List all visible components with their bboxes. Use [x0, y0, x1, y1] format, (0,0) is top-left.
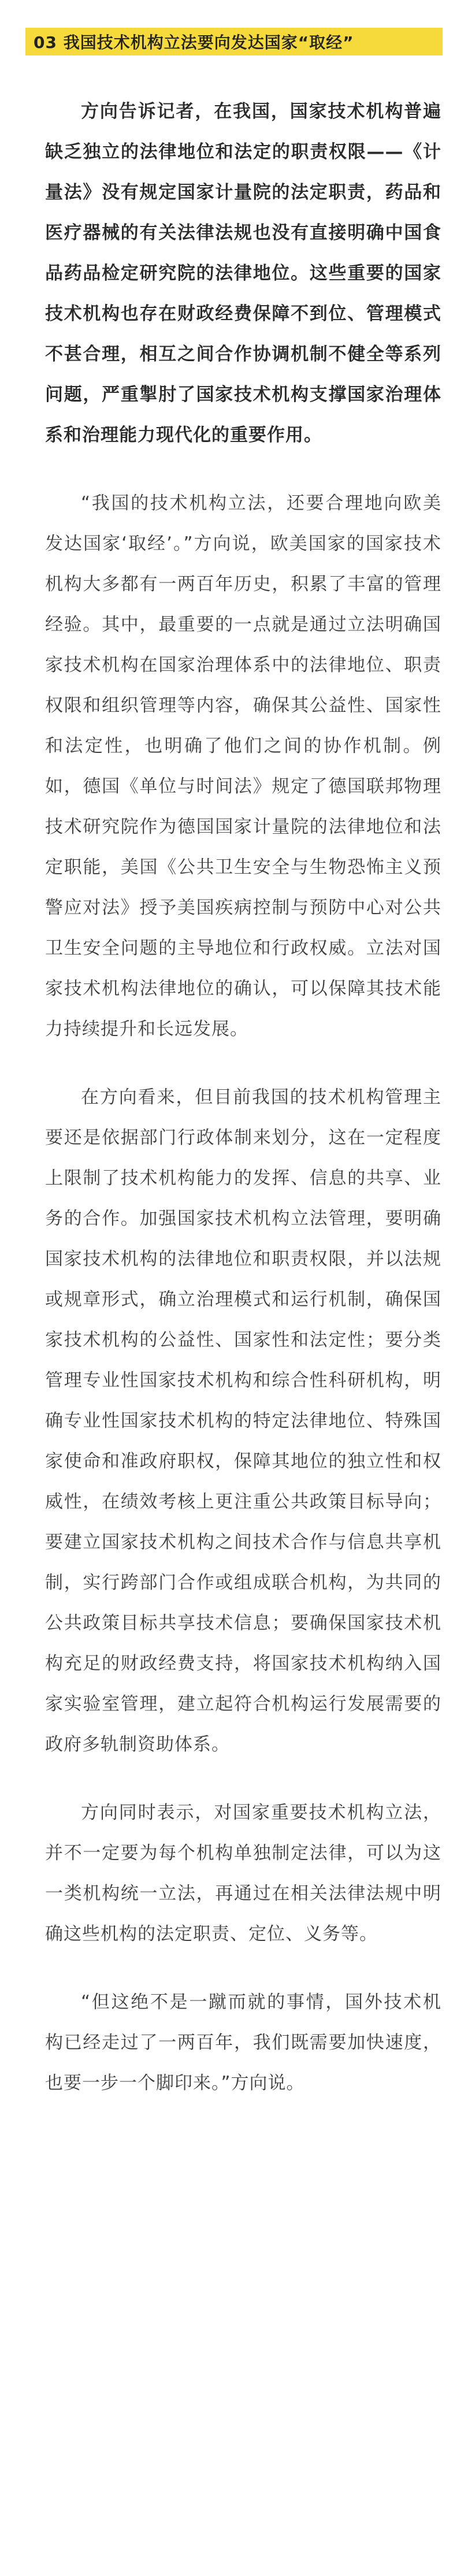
paragraph-closing-quote: “但这绝不是一蹴而就的事情，国外技术机构已经走过了一两百年，我们既需要加快速度，也要一步一个脚印来。”方向说。	[45, 1992, 441, 2094]
paragraph-management-suggestions: 在方向看来，但目前我国的技术机构管理主要还是依据部门行政体制来划分，这在一定程度上限制了技术机构能力的发挥、信息的共享、业务的合作。加强国家技术机构立法管理，要明确国家技术机构的法律地位和职责权限，并以法规或规章形式，确立治理模式和运行机制，确保国家技术机构的公益性、国家性和法定性；要分类管理专业性国家技术机构和综合性科研机构，明确专业性国家技术机构的特定法律地位、特殊国家使命和准政府职权，保障其地位的独立性和权威性，在绩效考核上更注重公共政策目标导向；要建立国家技术机构之间技术合作与信息共享机制，实行跨部门合作或组成联合机构，为共同的公共政策目标共享技术信息；要确保国家技术机构充足的财政经费支持，将国家技术机构纳入国家实验室管理，建立起符合机构运行发展需要的政府多轨制资助体系。	[45, 1087, 441, 1755]
paragraph-legal-status: 方向告诉记者，在我国，国家技术机构普遍缺乏独立的法律地位和法定的职责权限——《计量法》没有规定国家计量院的法定职责，药品和医疗器械的有关法律法规也没有直接明确中国食品药品检定研究院的法律地位。这些重要的国家技术机构也存在财政经费保障不到位、管理模式不甚合理，相互之间合作协调机制不健全等系列问题，严重掣肘了国家技术机构支撑国家治理体系和治理能力现代化的重要作用。	[45, 101, 441, 446]
section-heading: 03 我国技术机构立法要向发达国家“取经”	[25, 28, 443, 55]
paragraph-learn-from-abroad: “我国的技术机构立法，还要合理地向欧美发达国家‘取经’。”方向说，欧美国家的国家技术机构大多都有一两百年历史，积累了丰富的管理经验。其中，最重要的一点就是通过立法明确国家技术机构在国家治理体系中的法律地位、职责权限和组织管理等内容，确保其公益性、国家性和法定性，也明确了他们之间的协作机制。例如，德国《单位与时间法》规定了德国联邦物理技术研究院作为德国国家计量院的法律地位和法定职能，美国《公共卫生安全与生物恐怖主义预警应对法》授予美国疾病控制与预防中心对公共卫生安全问题的主导地位和行政权威。立法对国家技术机构法律地位的确认，可以保障其技术能力持续提升和长远发展。	[45, 493, 441, 1040]
paragraph-unified-legislation: 方向同时表示，对国家重要技术机构立法，并不一定要为每个机构单独制定法律，可以为这一类机构统一立法，再通过在相关法律法规中明确这些机构的法定职责、定位、义务等。	[45, 1802, 441, 1944]
article-page	[0, 28, 468, 2576]
article-body	[25, 91, 443, 2103]
